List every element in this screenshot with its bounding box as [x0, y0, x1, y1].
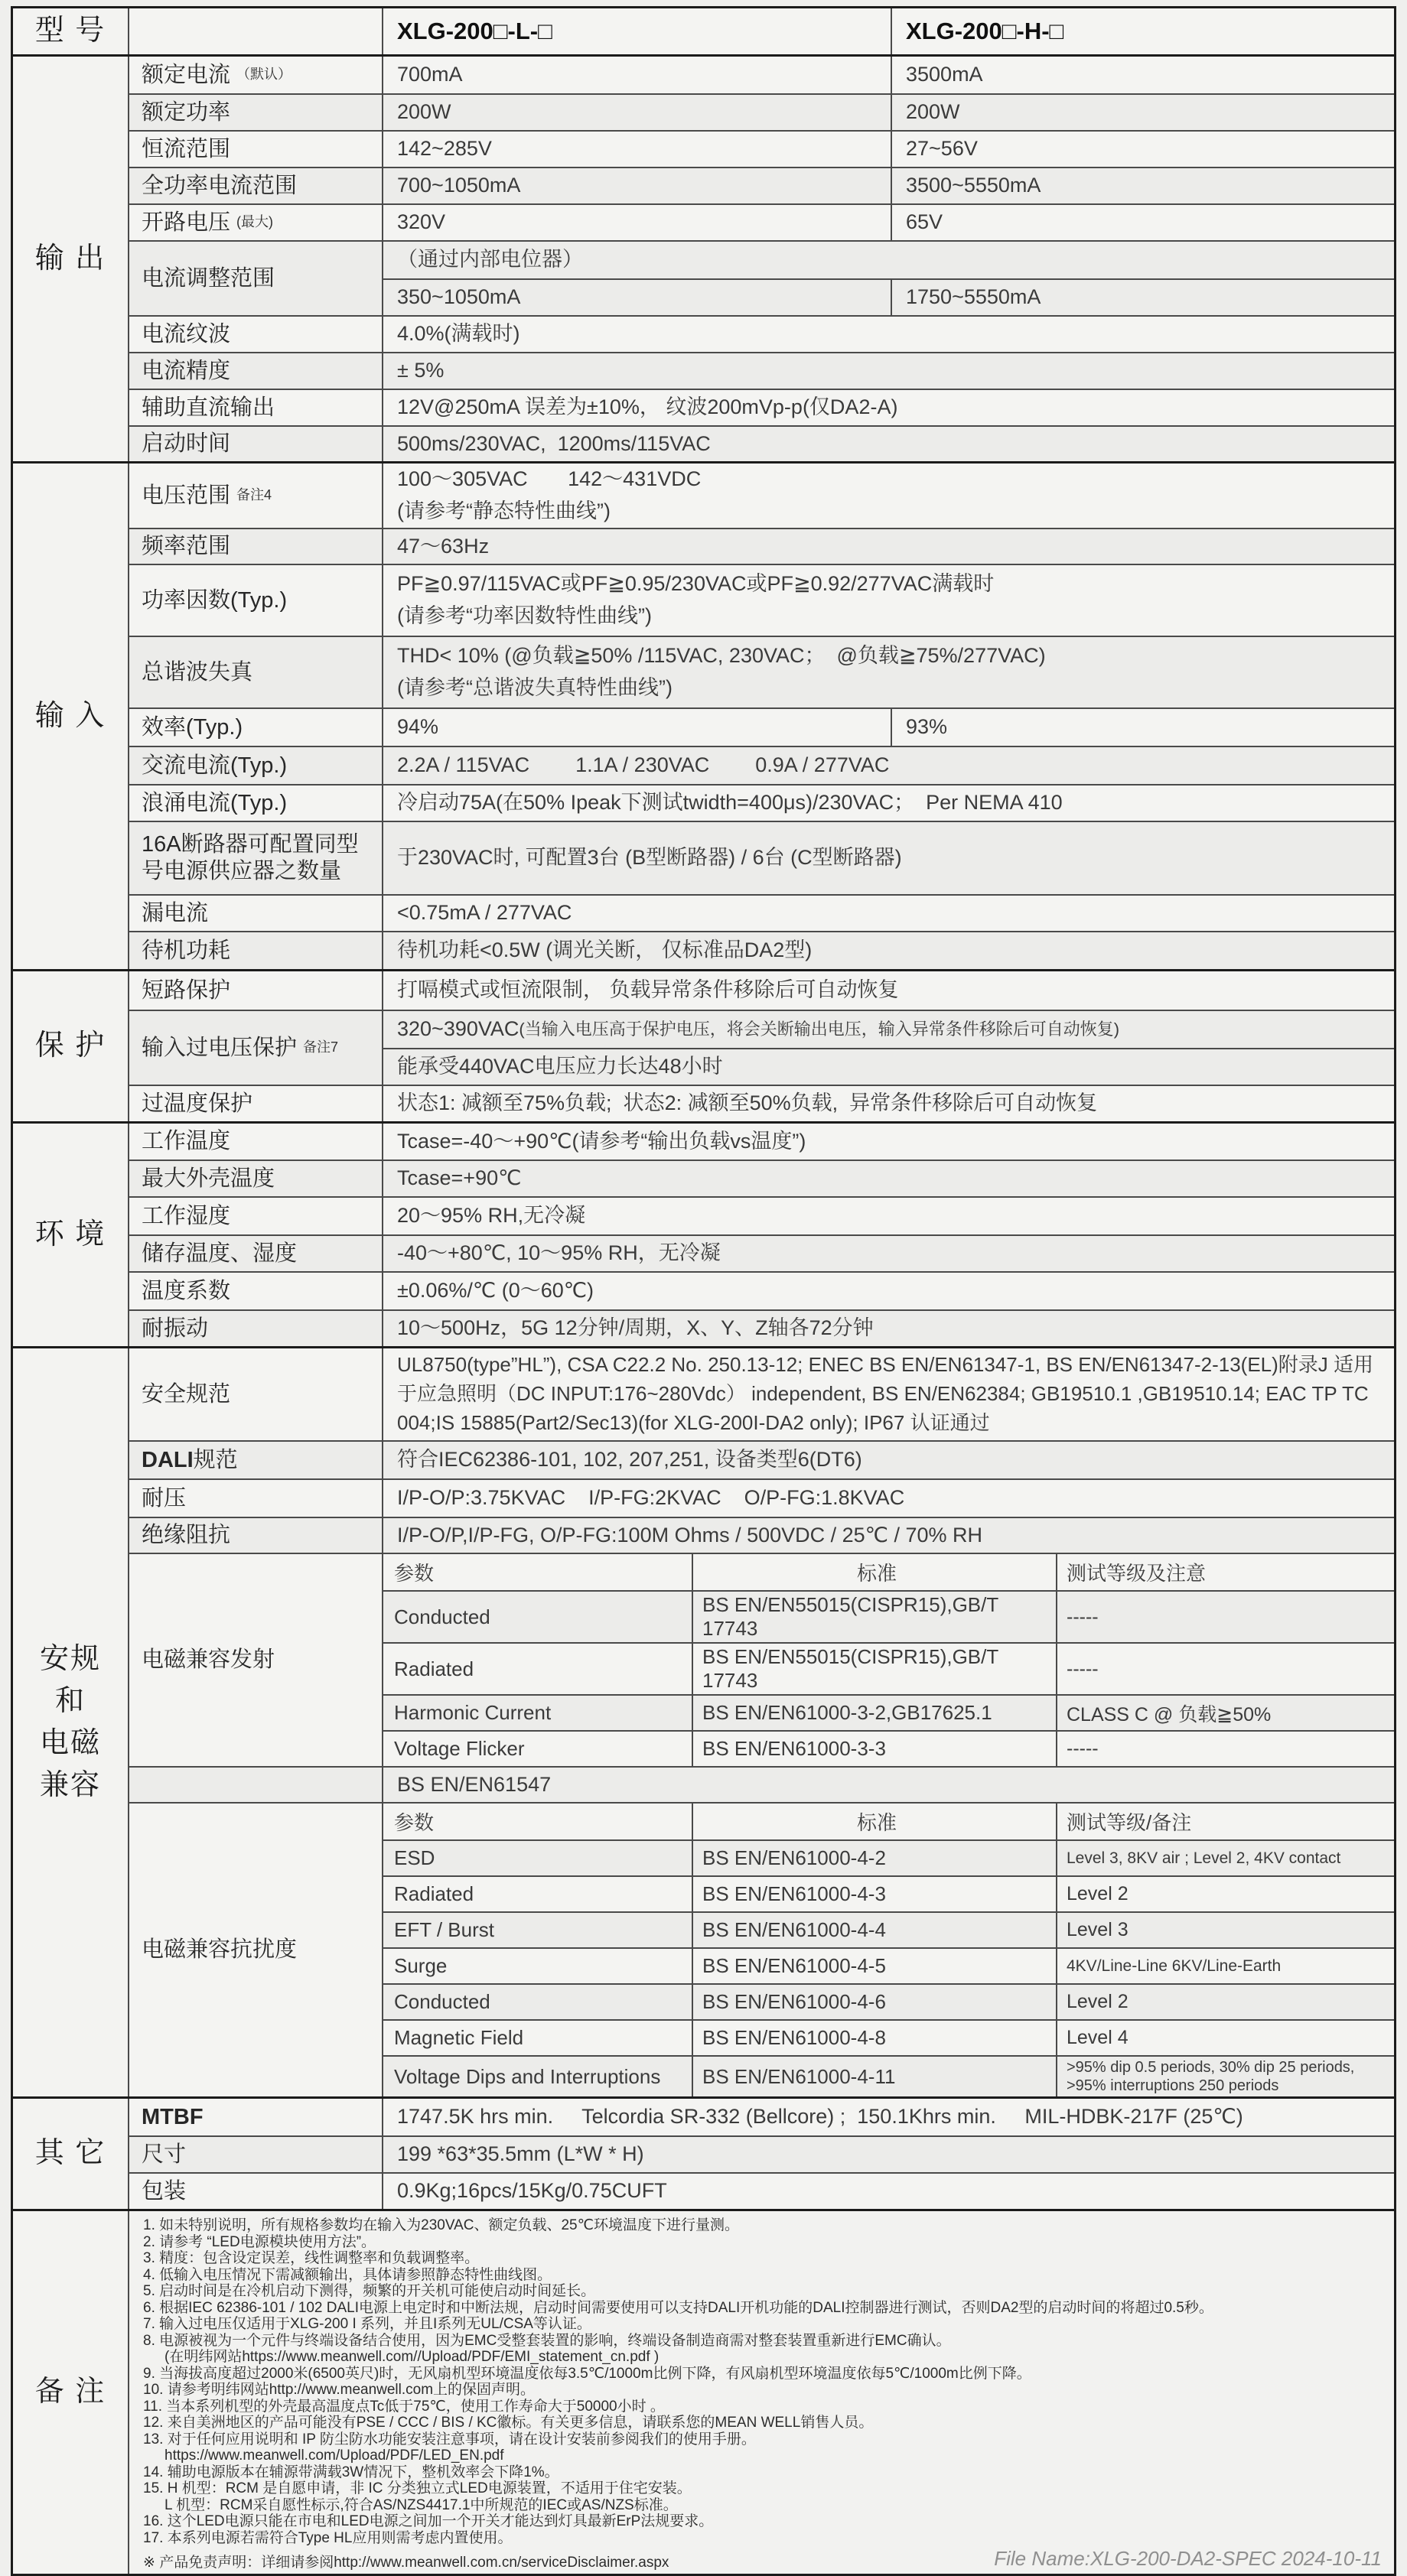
emc-emission-block	[129, 1553, 1394, 1766]
table-row	[129, 463, 1394, 528]
table-row	[129, 894, 1394, 931]
table-row	[129, 2172, 1394, 2209]
table-row	[129, 1085, 1394, 1121]
cell-value-l: 142~285V	[383, 132, 892, 167]
note-line: 2. 请参考 “LED电源模块使用方法”。	[143, 2233, 376, 2250]
section-input	[13, 461, 1394, 969]
cell-value-span: Tcase=-40～+90℃(请参考“输出负载vs温度”)	[397, 1129, 806, 1153]
dips-remark: >95% dip 0.5 periods, 30% dip 25 periods, >95% interruptions 250 periods	[1067, 2059, 1355, 2094]
row-label: 最大外壳温度	[129, 1161, 383, 1196]
note-line: 12. 来自美洲地区的产品可能没有PSE / CCC / BIS / KC徽标。有关更多信息，请联系您的MEAN WELL销售人员。	[143, 2415, 874, 2431]
row-label: 安全规范	[129, 1348, 383, 1440]
col-header-level: 测试等级/备注	[1067, 1811, 1192, 1834]
section-label-protection: 保 护	[13, 971, 129, 1121]
note-line: 5. 启动时间是在冷机启动下测得，频繁的开关机可能使启动时间延长。	[143, 2283, 596, 2299]
cell-value-span: 320~390VAC (当输入电压高于保护电压，将会关断输出电压，输入异常条件移除后可自动恢复)	[397, 1017, 1120, 1041]
note-line: 11. 当本系列机型的外壳最高温度点Tc低于75℃，使用工作寿命大于50000小时 。	[143, 2398, 665, 2415]
row-label: 浪涌电流(Typ.)	[129, 785, 383, 821]
spec-table	[11, 6, 1396, 2576]
cell-value-span: 199 *63*35.5mm (L*W * H)	[397, 2142, 644, 2166]
row-label: 耐振动	[129, 1311, 383, 1346]
col-header-standard: 标准	[693, 1554, 1057, 1590]
table-row	[129, 1348, 1394, 1440]
cell-value-l: 700~1050mA	[383, 168, 892, 203]
row-label: 输入过电压保护 备注7	[129, 1011, 383, 1085]
note-line: 13. 对于任何应用说明和 IP 防尘防水功能安装注意事项，请在设计安装前参阅我们的使用手册。	[143, 2431, 756, 2448]
cell-value-span: 符合IEC62386-101, 102, 207,251, 设备类型6(DT6)	[397, 1448, 862, 1472]
row-label: 尺寸	[129, 2137, 383, 2172]
section-output	[13, 54, 1394, 461]
cell-value-h: 1750~5550mA	[906, 285, 1041, 309]
col-header-standard: 标准	[693, 1804, 1057, 1839]
row-label: 耐压	[129, 1480, 383, 1517]
note-line: 3. 精度：包含设定误差，线性调整率和负载调整率。	[143, 2250, 480, 2266]
section-label-environment: 环 境	[13, 1124, 129, 1346]
model-name-h: XLG-200□-H-□	[906, 17, 1064, 44]
note-line: 17. 本系列电源若需符合Type HL应用则需考虑内置使用。	[143, 2529, 513, 2546]
cell-value-span: 500ms/230VAC, 1200ms/115VAC	[397, 431, 711, 455]
subtable-row: Voltage Dips and Interruptions BS EN/EN61000-4-11 >95% dip 0.5 periods, 30% dip 25 periods, >95% interruptions 250 periods	[383, 2055, 1394, 2096]
cell-value-h: 65V	[906, 210, 943, 234]
row-label: 效率(Typ.)	[129, 709, 383, 746]
cell-value-span: UL8750(type”HL”), CSA C22.2 No. 250.13-12; ENEC BS EN/EN61347-1, BS EN/EN61347-2-13(EL)附录J 适用于应急照明（DC INPUT:176~280Vdc） independent, BS EN/EN62384; GB19510.1 ,GB19510.14; EAC TP TC 004;IS 15885(Part2/Sec13)(for XLG-200I-DA2 only); IP67 认证通过	[397, 1353, 1374, 1434]
row-label: 电流纹波	[129, 317, 383, 352]
cell-value-h: 3500mA	[906, 63, 983, 86]
table-row	[129, 130, 1394, 167]
table-row	[129, 240, 1394, 315]
file-name: File Name:XLG-200-DA2-SPEC 2024-10-11	[994, 2547, 1382, 2570]
row-label: 温度系数	[129, 1273, 383, 1309]
value-line: (请参考“静态特性曲线”)	[397, 499, 611, 522]
section-others	[13, 2096, 1394, 2209]
table-row	[129, 1478, 1394, 1517]
subtable-row: Magnetic Field BS EN/EN61000-4-8 Level 4	[383, 2019, 1394, 2055]
cell-value-h: 3500~5550mA	[906, 174, 1041, 197]
table-row	[129, 8, 1394, 54]
row-label	[129, 1768, 383, 1802]
emc-immunity-block	[129, 1802, 1394, 2096]
cell-value-span: 能承受440VAC电压应力长达48小时	[397, 1055, 723, 1078]
section-environment	[13, 1121, 1394, 1346]
value-line: THD< 10% (@负载≧50% /115VAC, 230VAC； @负载≧75%/277VAC)	[397, 644, 1046, 668]
subtable-row: Surge BS EN/EN61000-4-5 4KV/Line-Line 6KV/Line-Earth	[383, 1947, 1394, 1983]
table-row	[129, 352, 1394, 389]
row-label: 漏电流	[129, 896, 383, 931]
row-label: 过温度保护	[129, 1086, 383, 1121]
subtable-header	[383, 1554, 1394, 1590]
section-label-safety-emc: 安规 和 电磁 兼容	[13, 1348, 129, 2096]
disclaimer-text: ※ 产品免责声明：详细请参阅http://www.meanwell.com.cn/serviceDisclaimer.aspx	[143, 2554, 669, 2571]
model-name-l: XLG-200□-L-□	[383, 8, 892, 54]
table-row	[129, 931, 1394, 969]
row-label: DALI 规范	[129, 1442, 383, 1478]
table-row	[129, 636, 1394, 707]
note-line: 4. 低输入电压情况下需减额输出，具体请参照静态特性曲线图。	[143, 2266, 552, 2283]
table-row	[129, 564, 1394, 636]
row-label: 额定功率	[129, 95, 383, 130]
row-label: 电流调整范围	[129, 242, 383, 315]
table-row	[129, 1271, 1394, 1309]
table-row	[129, 203, 1394, 240]
cell-value-span: 冷启动75A(在50% Ipeak下测试twidth=400μs)/230VAC； Per NEMA 410	[397, 791, 1063, 815]
row-label: 功率因数(Typ.)	[129, 565, 383, 636]
row-label: 待机功耗	[129, 932, 383, 969]
table-row	[129, 1440, 1394, 1478]
row-label: 频率范围	[129, 529, 383, 564]
cell-value-span: 4.0%(满载时)	[397, 322, 520, 346]
table-row	[129, 1196, 1394, 1234]
cell-value-span	[383, 463, 1394, 528]
cell-value-span: 待机功耗<0.5W (调光关断， 仅标准品DA2型)	[397, 938, 813, 962]
row-label: 启动时间	[129, 427, 383, 461]
cell-value-span: 1747.5K hrs min. Telcordia SR-332 (Bellcore) ; 150.1Khrs min. MIL-HDBK-217F (25℃)	[397, 2105, 1243, 2129]
note-line: 1. 如未特别说明，所有规格参数均在输入为230VAC、额定负载、25℃环境温度下进行量测。	[143, 2217, 739, 2233]
disclaimer-line	[143, 2547, 1385, 2571]
cell-value-span: I/P-O/P,I/P-FG, O/P-FG:100M Ohms / 500VDC / 25℃ / 70% RH	[397, 1523, 983, 1547]
row-label: 开路电压 (最大)	[129, 205, 383, 240]
table-row	[129, 1517, 1394, 1553]
subtable-row: Conducted BS EN/EN61000-4-6 Level 2	[383, 1983, 1394, 2019]
sub-row	[383, 242, 1394, 278]
table-row	[129, 784, 1394, 821]
cell-value-span: ± 5%	[397, 359, 445, 382]
cell-value-l: 320V	[383, 205, 892, 240]
note-line: 9. 当海拔高度超过2000米(6500英尺)时，无风扇机型环境温度依每3.5℃/1000m比例下降，有风扇机型环境温度依每5℃/1000m比例下降。	[143, 2365, 1031, 2382]
cell-value-span: 状态1: 减额至75%负载; 状态2: 减额至50%负载, 异常条件移除后可自动恢复	[397, 1091, 1098, 1115]
section-protection	[13, 969, 1394, 1121]
note-line: 14. 辅助电源版本在辅源带满载3W情况下，整机效率会下降1%。	[143, 2464, 559, 2480]
cell-value-span: 于230VAC时, 可配置3台 (B型断路器) / 6台 (C型断路器)	[397, 846, 902, 870]
table-row	[129, 746, 1394, 784]
note-line: 10. 请参考明纬网站http://www.meanwell.com上的保固声明。	[143, 2382, 536, 2398]
table-row	[129, 425, 1394, 461]
section-model	[13, 8, 1394, 54]
subtable-row: Conducted BS EN/EN55015(CISPR15),GB/T 17743 -----	[383, 1590, 1394, 1642]
note-line: https://www.meanwell.com/Upload/PDF/LED_EN.pdf	[164, 2448, 504, 2464]
row-label: MTBF	[129, 2099, 383, 2135]
section-label-others: 其 它	[13, 2099, 129, 2209]
cell-value-h: 27~56V	[906, 137, 978, 161]
section-notes	[13, 2209, 1394, 2574]
row-label: 绝缘阻抗	[129, 1518, 383, 1553]
table-row	[129, 1124, 1394, 1160]
cell-value-span: BS EN/EN61547	[397, 1772, 552, 1796]
table-row	[129, 2099, 1394, 2135]
table-row	[129, 1010, 1394, 1085]
row-label: 全功率电流范围	[129, 168, 383, 203]
table-row	[129, 2135, 1394, 2172]
note-line: (在明纬网站https://www.meanwell.com//Upload/PDF/EMI_statement_cn.pdf )	[164, 2349, 660, 2365]
subtable-row: Harmonic Current BS EN/EN61000-3-2,GB17625.1 CLASS C @ 负载≧50%	[383, 1694, 1394, 1730]
row-label: 电压范围 备注4	[129, 463, 383, 528]
table-row	[129, 315, 1394, 352]
value-line: (请参考“功率因数特性曲线”)	[397, 604, 652, 627]
section-label-output: 输 出	[13, 57, 129, 461]
row-label: 工作湿度	[129, 1198, 383, 1234]
section-label-input: 输 入	[13, 463, 129, 969]
row-label: 短路保护	[129, 971, 383, 1010]
note-line: 15. H 机型：RCM 是自愿申请，非 IC 分类独立式LED电源装置，不适用于住宅安装。	[143, 2480, 692, 2496]
table-row	[129, 528, 1394, 564]
sub-row	[383, 278, 1394, 315]
subtable-row: EFT / Burst BS EN/EN61000-4-4 Level 3	[383, 1911, 1394, 1947]
note-line: 8. 电源被视为一个元件与终端设备结合使用，因为EMC受整套装置的影响，终端设备制造商需对整套装置重新进行EMC确认。	[143, 2332, 951, 2349]
row-label: 交流电流(Typ.)	[129, 747, 383, 784]
table-row	[129, 707, 1394, 746]
cell-value-l: 200W	[383, 95, 892, 130]
cell-value-span: 47～63Hz	[397, 534, 490, 558]
table-row	[129, 821, 1394, 894]
subtable-header	[383, 1804, 1394, 1839]
value-line: PF≧0.97/115VAC或PF≧0.95/230VAC或PF≧0.92/277VAC满载时	[397, 572, 995, 596]
cell-value-span: 10～500Hz，5G 12分钟/周期，X、Y、Z轴各72分钟	[397, 1316, 874, 1340]
section-safety-emc	[13, 1346, 1394, 2096]
cell-value-span	[383, 565, 1394, 636]
cell-value-h: 200W	[906, 100, 960, 124]
table-row	[129, 1309, 1394, 1346]
row-label: 16A断路器可配置同型号电源供应器之数量	[129, 822, 383, 894]
col-header-parameter: 参数	[383, 1554, 693, 1590]
row-label: 额定电流 （默认）	[129, 57, 383, 93]
sub-row	[383, 1011, 1394, 1048]
table-row	[129, 1160, 1394, 1196]
section-label-model: 型 号	[13, 8, 129, 54]
row-label: 储存温度、湿度	[129, 1236, 383, 1271]
cell-value-h: 93%	[906, 715, 948, 739]
section-label-notes: 备 注	[13, 2211, 129, 2574]
row-label: 电磁兼容发射	[129, 1554, 383, 1766]
cell-value-span: I/P-O/P:3.75KVAC I/P-FG:2KVAC O/P-FG:1.8KVAC	[397, 1486, 905, 1510]
cell-value-span: 20～95% RH,无冷凝	[397, 1204, 586, 1228]
subtable-row: Voltage Flicker BS EN/EN61000-3-3 -----	[383, 1730, 1394, 1766]
row-label: 恒流范围	[129, 132, 383, 167]
cell-value-span: 12V@250mA 误差为±10%， 纹波200mVp-p(仅DA2-A)	[397, 395, 898, 419]
table-row	[129, 167, 1394, 203]
row-label: 总谐波失真	[129, 637, 383, 707]
cell-value-l: 350~1050mA	[383, 280, 892, 315]
table-row	[129, 93, 1394, 130]
sub-row	[383, 1048, 1394, 1085]
cell-value-l: 94%	[383, 709, 892, 746]
row-label: 辅助直流输出	[129, 390, 383, 425]
subtable-row: Radiated BS EN/EN55015(CISPR15),GB/T 17743 -----	[383, 1642, 1394, 1694]
cell-value-l: 700mA	[383, 57, 892, 93]
note-line: 7. 输入过电压仅适用于XLG-200 I 系列，并且I系列无UL/CSA等认证。	[143, 2316, 591, 2332]
col-header-parameter: 参数	[383, 1804, 693, 1839]
cell-value-span: 打嗝模式或恒流限制， 负载异常条件移除后可自动恢复	[397, 978, 899, 1002]
cell-value-span: 2.2A / 115VAC 1.1A / 230VAC 0.9A / 277VAC	[397, 753, 890, 777]
subtable-row: Radiated BS EN/EN61000-4-3 Level 2	[383, 1875, 1394, 1911]
value-line: 100～305VAC 142～431VDC	[397, 467, 702, 491]
cell-value-span: ±0.06%/℃ (0～60℃)	[397, 1279, 594, 1303]
row-label: 工作温度	[129, 1124, 383, 1160]
row-label	[129, 8, 383, 54]
note-line: 16. 这个LED电源只能在市电和LED电源之间加一个开关才能达到灯具最新ErP法规要求。	[143, 2513, 714, 2529]
cell-value-span: （通过内部电位器）	[397, 248, 583, 272]
table-row	[129, 389, 1394, 425]
cell-value-span: -40～+80℃, 10～95% RH，无冷凝	[397, 1241, 721, 1265]
table-row	[129, 1766, 1394, 1802]
table-row	[129, 971, 1394, 1010]
cell-value-span	[383, 637, 1394, 707]
col-header-level: 测试等级及注意	[1067, 1562, 1207, 1585]
cell-value-span: 0.9Kg;16pcs/15Kg/0.75CUFT	[397, 2179, 667, 2203]
table-row	[129, 1234, 1394, 1271]
table-row	[129, 57, 1394, 93]
cell-value-span: <0.75mA / 277VAC	[397, 901, 572, 925]
row-label: 电磁兼容抗扰度	[129, 1804, 383, 2096]
note-line: 6. 根据IEC 62386-101 / 102 DALI电源上电定时和中断法规，启动时间需要使用可以支持DALI开机功能的DALI控制器进行测试，否则DA2型的启动时间的将超过0.5秒。	[143, 2299, 1213, 2316]
note-line: L 机型：RCM采自愿性标示,符合AS/NZS4417.1中所规范的IEC或AS/NZS标准。	[164, 2496, 678, 2513]
row-label: 电流精度	[129, 353, 383, 389]
cell-value-span: Tcase=+90℃	[397, 1166, 522, 1190]
row-label: 包装	[129, 2174, 383, 2209]
value-line: (请参考“总谐波失真特性曲线”)	[397, 676, 673, 699]
notes-body	[129, 2211, 1394, 2574]
subtable-row: ESD BS EN/EN61000-4-2 Level 3, 8KV air ; Level 2, 4KV contact	[383, 1839, 1394, 1875]
